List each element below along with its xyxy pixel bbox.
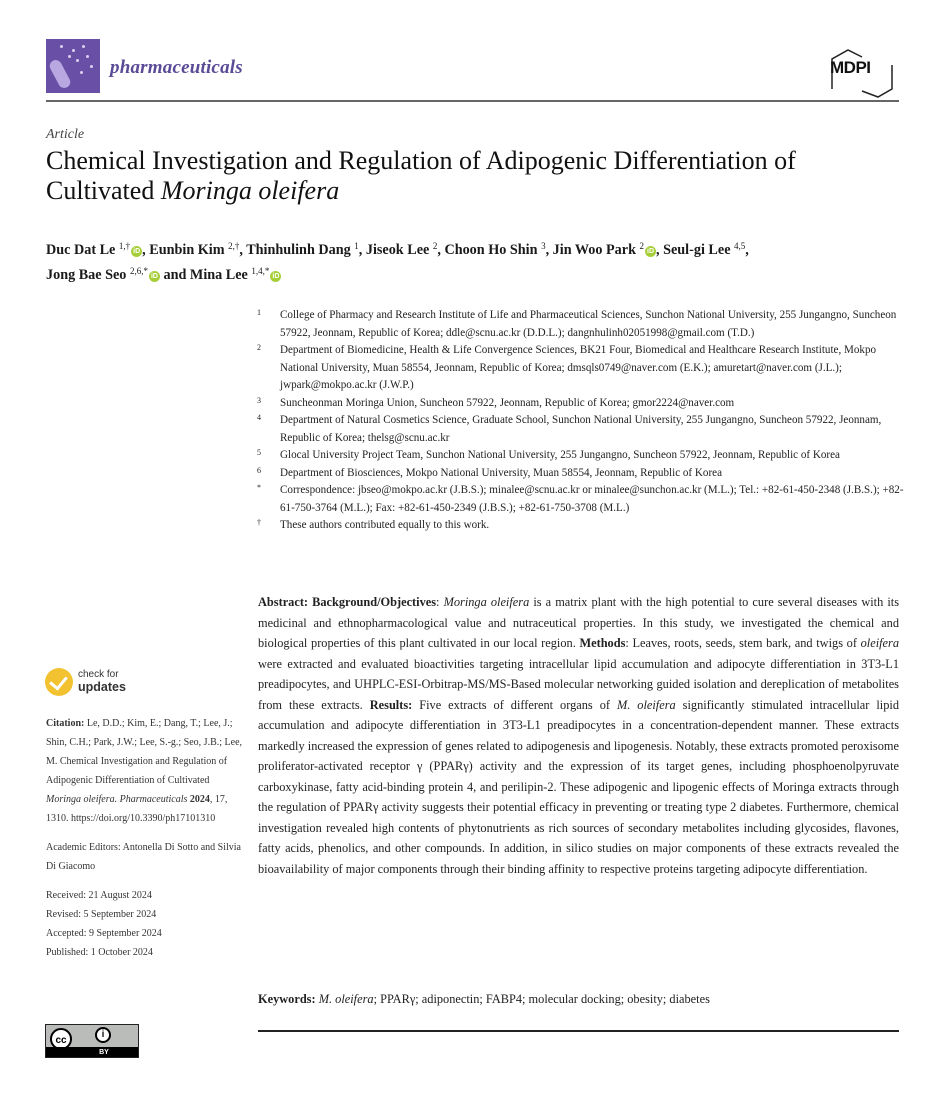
results-label: Results: [369, 697, 413, 712]
methods-text: Leaves, roots, seeds, stem bark, and twigs of [628, 636, 861, 650]
author-name: Mina Lee [189, 267, 248, 283]
author[interactable] [190, 267, 281, 283]
affiliation-text: Suncheonman Moringa Union, Suncheon 57922, Jeonnam, Republic of Korea; gmor2224@naver.com [280, 396, 735, 409]
methods-label: Methods [579, 636, 626, 650]
species-name: M. oleifera [616, 697, 676, 712]
keywords-label: Keywords: [258, 992, 316, 1006]
affiliation-item [257, 412, 907, 447]
affiliation-text: College of Pharmacy and Research Institute of Life and Pharmaceutical Sciences, Sunchon National University, 255 Jungangno, Suncheon 57922, Jeonnam, Republic of Korea; ddle@scnu.ac.kr (D.D.L.); dangnhulinh02051998@gmail.com (T.D.) [280, 309, 897, 339]
author-name: Seul-gi Lee [663, 242, 731, 258]
affiliation-text: Department of Biosciences, Mokpo National University, Muan 58554, Jeonnam, Republic of Korea [280, 466, 723, 479]
methods-text: were extracted and evaluated bioactivities targeting intracellular lipid accumulation and adipocyte differentiation in 3T3-L1 preadipocytes, and UHPLC-ESI-Orbitrap-MS/MS-Based molecular networking guided isolation and dereplication of metabolites from these extracts. [258, 656, 899, 712]
affiliation-number: * [257, 483, 261, 492]
affiliation-marker: 2 [432, 241, 438, 251]
author[interactable] [366, 242, 438, 258]
author-connector: and [163, 267, 187, 283]
date-published: Published: 1 October 2024 [46, 947, 153, 958]
author-name: Choon Ho Shin [444, 242, 538, 258]
results-text: significantly stimulated intracellular lipid accumulation and adipocyte differentiation in 3T3-L1 preadipocytes in a concentration-dependent manner. These extracts markedly increased the expression of genes related to adipogenesis and lipogenesis. Notably, these extracts promoted peroxisome proliferator-activated receptor γ (PPARγ) activity and the expression of its target genes, including phosphoenolpyruvate carboxykinase, fatty acid-binding protein 4, and perilipin-2. These adipogenic and lipogenic effects of Moringa extracts through the regulation of PPARγ activity suggests their potential efficacy in preventing or treating type 2 diabetes. Furthermore, chemical investigation revealed high contents of phytonutrients as rich sources of secondary metabolites including glycosides, flavones, fatty acids, phenolics, and other compounds. In addition, in silico studies on major components of these extracts revealed the bioavailability of major components through their binding affinity to respective proteins targeting adipocyte differentiation. [258, 697, 899, 876]
author[interactable] [46, 267, 160, 283]
orcid-icon[interactable]: iD [647, 248, 655, 255]
keywords-list: ; PPARγ; adiponectin; FABP4; molecular docking; obesity; diabetes [373, 992, 710, 1006]
citation-year: 2024 [189, 794, 210, 805]
author[interactable] [663, 242, 745, 258]
affiliations-list [257, 307, 907, 535]
license-by-label: BY [99, 1049, 109, 1056]
orcid-icon[interactable]: iD [150, 273, 158, 280]
author-name: Duc Dat Le [46, 242, 116, 258]
abstract-label: Abstract: [258, 595, 309, 609]
affiliation-marker: 1 [354, 241, 359, 251]
affiliation-number: † [257, 518, 261, 527]
author-name: Thinhulinh Dang [246, 242, 351, 258]
affiliation-marker: 3 [541, 241, 546, 251]
journal-name[interactable]: pharmaceuticals [110, 57, 243, 78]
citation-journal: Pharmaceuticals [119, 794, 188, 805]
affiliation-item [257, 447, 907, 465]
keywords [258, 992, 899, 1007]
affiliation-text: Department of Biomedicine, Health & Life Convergence Sciences, BK21 Four, Biomedical and Healthcare Research Institute, Mokpo National University, Muan 58554, Jeonnam, Republic of Korea; dmsqls0749@naver.com (E.K.); amuretart@naver.com (J.L.); jwpark@mokpo.ac.kr (J.W.P.) [280, 344, 877, 391]
species-name: Moringa oleifera [443, 595, 530, 609]
author-list: Duc Dat Le $^{1,\dagger}$iD , Eunbin Kim $^{2,\dagger}$, Thinhulinh Dang $^1$, Jiseok Lee $^2$, Choon Ho Shin $^3$, Jin Woo Park $^2$iD , Seul-gi Lee $^{4,5}$, Jong Bae Seo $^{2,6,*}$iD and Mina Lee $^{1,4,*}$iD [46, 241, 749, 283]
background-label: Background/Objectives [312, 595, 437, 609]
updates-label: updates [78, 680, 126, 694]
affiliation-marker: 2,6,* [129, 266, 148, 276]
academic-editors: Academic Editors: Antonella Di Sotto and Silvia Di Giacomo [46, 842, 241, 872]
journal-logo[interactable] [46, 39, 100, 93]
check-label: check for [78, 669, 119, 680]
affiliation-item [257, 482, 907, 517]
author-name: Eunbin Kim [149, 242, 225, 258]
sidebar-info [46, 714, 246, 962]
doi-link[interactable]: https://doi.org/10.3390/ph17101310 [71, 813, 216, 824]
affiliation-item [257, 517, 907, 535]
author-name: Jiseok Lee [365, 242, 430, 258]
article-type: Article [46, 127, 85, 142]
author[interactable] [553, 242, 656, 258]
title-species: Moringa oleifera [160, 176, 340, 205]
section-divider [258, 1030, 899, 1032]
author[interactable] [149, 242, 239, 258]
date-accepted: Accepted: 9 September 2024 [46, 928, 162, 939]
author-name: Jong Bae Seo [46, 267, 127, 283]
results-text: Five extracts of different organs of [412, 697, 617, 712]
affiliation-marker: 1,† [118, 241, 131, 251]
affiliation-marker: 1,4,* [251, 266, 270, 276]
species-name: oleifera [860, 636, 900, 650]
affiliation-number: 5 [257, 448, 261, 457]
affiliation-number: 4 [257, 413, 261, 422]
article-title [46, 146, 906, 206]
affiliation-item [257, 307, 907, 342]
affiliation-text: Correspondence: jbseo@mokpo.ac.kr (J.B.S.); minalee@scnu.ac.kr or minalee@sunchon.ac.kr (M.L.); Tel.: +82-61-450-2348 (J.B.S.); +82-61-750-3764 (M.L.); Fax: +82-61-450-2349 (J.B.S.); +82-61-750-3708 (M.L.) [280, 484, 904, 514]
citation-species: Moringa oleifera. [46, 794, 118, 805]
publisher-logo[interactable]: MDPI [830, 58, 871, 77]
affiliation-marker: 2,† [228, 241, 240, 251]
citation-text: Le, D.D.; Kim, E.; Dang, T.; Lee, J.; Shin, C.H.; Park, J.W.; Lee, S.-g.; Seo, J.B.; Lee, M. Chemical Investigation and Regulation of Adipogenic Differentiation of Cultivated [46, 718, 243, 786]
affiliation-number: 3 [257, 395, 261, 405]
citation [46, 714, 246, 828]
affiliation-item [257, 395, 907, 413]
author[interactable] [444, 242, 545, 258]
affiliation-number: 2 [257, 343, 261, 352]
date-revised: Revised: 5 September 2024 [46, 909, 157, 920]
title-text: Chemical Investigation and Regulation of Adipogenic Differentiation of Cultivated [46, 146, 796, 205]
capsule-icon [48, 58, 73, 90]
affiliation-number: 1 [257, 308, 261, 317]
affiliation-text: These authors contributed equally to this work. [280, 519, 490, 531]
affiliation-item [257, 342, 907, 395]
affiliation-text: Department of Natural Cosmetics Science, Graduate School, Sunchon National University, 255 Jungangno, Suncheon 57922, Jeonnam, Republic of Korea; thelsg@scnu.ac.kr [280, 414, 882, 444]
cc-by-license-badge[interactable] [45, 1024, 139, 1058]
affiliation-text: Glocal University Project Team, Sunchon National University, 255 Jungangno, Suncheon 57922, Jeonnam, Republic of Korea [280, 449, 840, 461]
citation-volume: , 17, 1310. [46, 794, 228, 824]
author[interactable] [46, 242, 142, 258]
check-for-updates-button[interactable] [45, 668, 165, 702]
affiliation-number: 6 [257, 465, 261, 475]
author-name: Jin Woo Park [552, 242, 636, 258]
citation-label: Citation: [46, 718, 85, 729]
check-icon [45, 668, 73, 696]
affiliation-marker: 4,5 [734, 241, 746, 251]
orcid-icon[interactable]: iD [133, 248, 141, 255]
keyword-species: M. oleifera [318, 992, 374, 1006]
affiliation-marker: 2 [639, 241, 645, 251]
creative-commons-icon: cc [50, 1028, 72, 1050]
affiliation-item [257, 465, 907, 483]
attribution-person-icon: i [95, 1027, 111, 1043]
header-divider [46, 100, 899, 102]
date-received: Received: 21 August 2024 [46, 890, 152, 901]
abstract: Abstract: Background/Objectives: Moringa oleifera is a matrix plant with the high potential to cure several diseases with its medicinal and ethnopharmacological value and nutraceutical properties. In this study, we investigated the chemical and biological properties of this plant cultivated in our local region. Methods: Leaves, roots, seeds, stem bark, and twigs of oleifera were extracted and evaluated bioactivities targeting intracellular lipid accumulation and adipocyte differentiation in 3T3-L1 preadipocytes, and UHPLC-ESI-Orbitrap-MS/MS-Based molecular networking guided isolation and dereplication of metabolites from these extracts. Results: Five extracts of different organs of M. oleifera significantly stimulated intracellular lipid accumulation and adipocyte differentiation in 3T3-L1 preadipocytes in a concentration-dependent manner. These extracts markedly increased the expression of genes related to adipogenesis and lipogenesis. Notably, these extracts promoted peroxisome proliferator-activated receptor γ (PPARγ) activity and the expression of its target genes, including phosphoenolpyruvate carboxykinase, fatty acid-binding protein 4, and perilipin-2. These adipogenic and lipogenic effects of Moringa extracts through the regulation of PPARγ activity suggests their potential efficacy in preventing or treating type 2 diabetes. Furthermore, chemical investigation revealed high contents of phytonutrients as rich sources of secondary metabolites including glycosides, flavones, fatty acids, phenolics, and other compounds. In addition, in silico studies on major components of these extracts revealed the bioavailability of major components through their binding affinity to respective proteins targeting adipocyte differentiation. [258, 595, 900, 876]
author[interactable] [246, 242, 359, 258]
background-text: is a matrix plant with the high potential to cure several diseases with its medicinal and ethnopharmacological value and nutraceutical properties. In this study, we investigated the chemical and biological properties of this plant cultivated in our local region. [258, 595, 900, 650]
orcid-icon[interactable]: iD [272, 273, 280, 280]
